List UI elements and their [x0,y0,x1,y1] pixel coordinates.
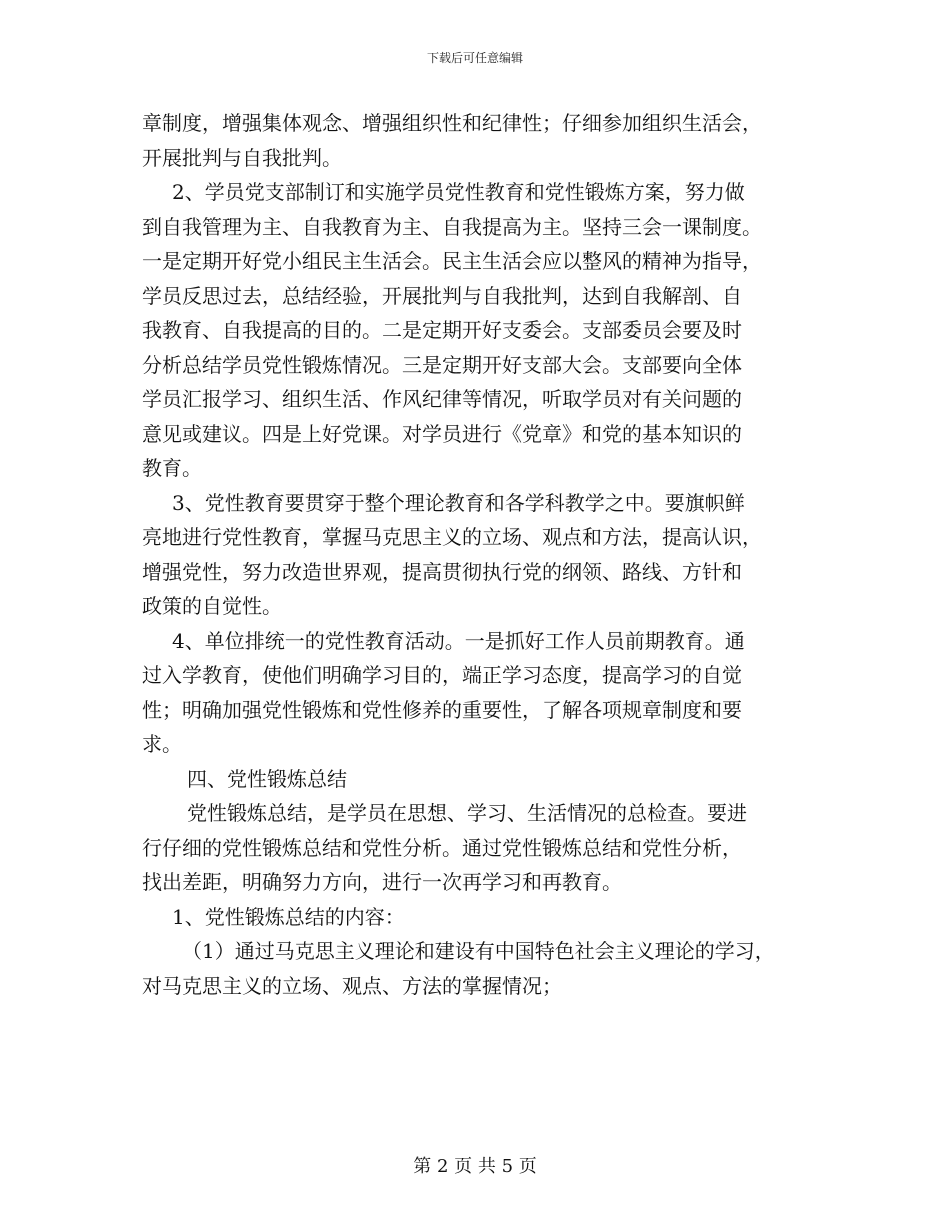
text-line: 我教育、自我提高的目的。二是定期开好支委会。支部委员会要及时 [142,318,742,342]
text-line: 对马克思主义的立场、观点、方法的掌握情况； [142,973,562,998]
paragraph-summary-start: 党性锻炼总结，是学员在思想、学习、生活情况的总检查。要进 [187,801,747,825]
text-line: 教育。 [142,456,202,480]
paragraph-3-start: 3、党性教育要贯穿于整个理论教育和各学科教学之中。要旗帜鲜 [172,490,745,515]
text-line: 求。 [142,732,182,756]
page-header: 下载后可任意编辑 [426,51,523,65]
text-line: 分析总结学员党性锻炼情况。三是定期开好支部大会。支部要向全体 [142,352,742,377]
text-line: 一是定期开好党小组民主生活会。民主生活会应以整风的精神为指导， [142,249,762,273]
text-line: 增强党性，努力改造世界观，提高贯彻执行党的纲领、路线、方针和 [142,559,742,584]
text-line: 行仔细的党性锻炼总结和党性分析。通过党性锻炼总结和党性分析， [142,835,742,860]
text-line: 章制度，增强集体观念、增强组织性和纪律性；仔细参加组织生活会， [142,111,762,135]
text-line: 性；明确加强党性锻炼和党性修养的重要性，了解各项规章制度和要 [142,697,742,722]
text-line: 意见或建议。四是上好党课。对学员进行《党章》和党的基本知识的 [142,421,742,446]
page-number: 第 2 页 共 5 页 [413,1156,537,1177]
text-line: 学员汇报学习、组织生活、作风纪律等情况，听取学员对有关问题的 [142,387,742,411]
text-line: 到自我管理为主、自我教育为主、自我提高为主。坚持三会一课制度。 [142,214,762,239]
subsection-heading: 1、党性锻炼总结的内容： [172,904,405,929]
list-item-start: （1）通过马克思主义理论和建设有中国特色社会主义理论的学习， [182,939,775,963]
text-line: 过入学教育，使他们明确学习目的，端正学习态度，提高学习的自觉 [142,663,742,687]
text-line: 找出差距，明确努力方向，进行一次再学习和再教育。 [142,870,622,894]
text-line: 政策的自觉性。 [142,594,282,618]
section-heading: 四、党性锻炼总结 [187,766,347,791]
paragraph-4-start: 4、单位排统一的党性教育活动。一是抓好工作人员前期教育。通 [172,628,745,653]
text-line: 开展批判与自我批判。 [142,145,342,170]
paragraph-2-start: 2、学员党支部制订和实施学员党性教育和党性锻炼方案，努力做 [172,180,745,204]
document-body [142,106,822,1003]
text-line: 亮地进行党性教育，掌握马克思主义的立场、观点和方法，提高认识， [142,525,762,549]
text-line: 学员反思过去，总结经验，开展批判与自我批判，达到自我解剖、自 [142,283,742,308]
